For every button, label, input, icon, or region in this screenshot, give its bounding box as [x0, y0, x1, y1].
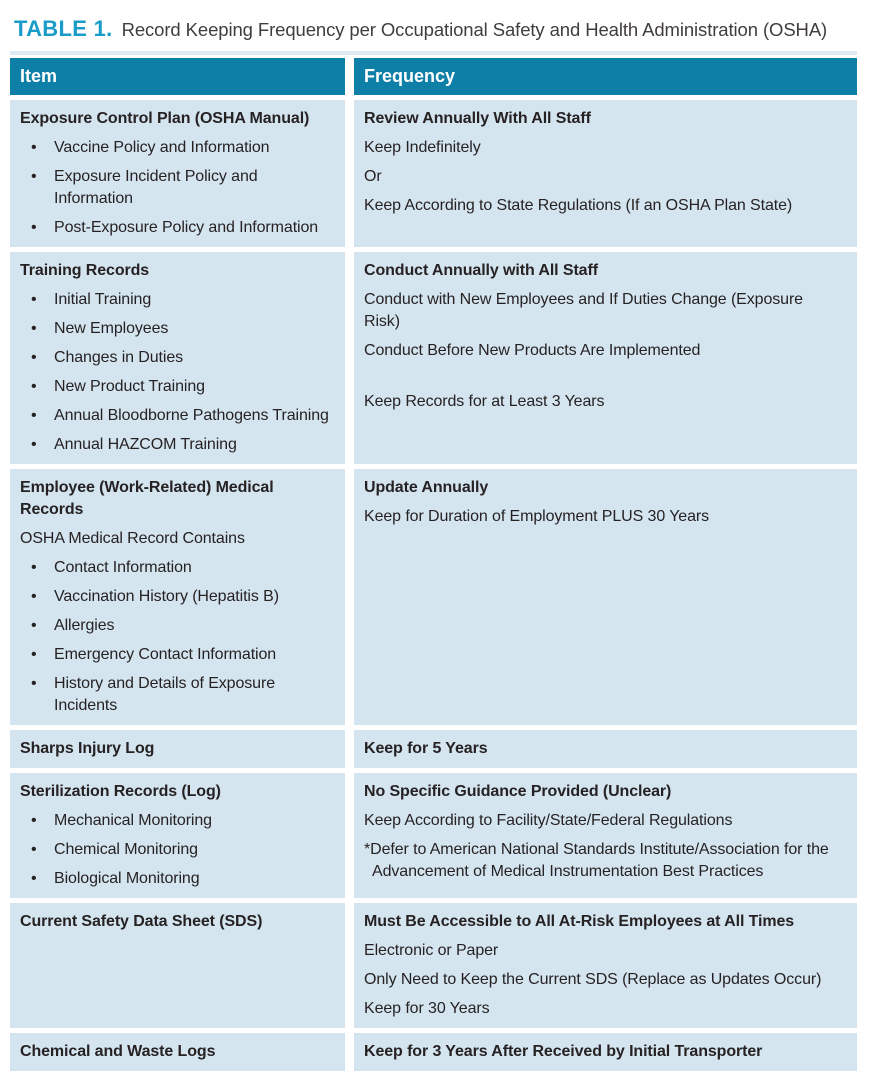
frequency-cell [354, 773, 857, 898]
bullet-item [20, 289, 337, 311]
bullet-icon: • [31, 320, 37, 337]
bullet-item [20, 217, 337, 239]
bullet-item [20, 615, 337, 637]
bullet-icon: • [31, 675, 37, 692]
frequency-cell [354, 469, 857, 725]
bullet-icon: • [31, 870, 37, 887]
table-row [10, 773, 857, 898]
column-header-frequency: Frequency [354, 58, 857, 95]
table-title [14, 16, 857, 42]
bullet-icon: • [31, 219, 37, 236]
frequency-heading: Review Annually With All Staff [364, 110, 591, 127]
bullet-label: Chemical Monitoring [54, 841, 198, 858]
bullet-icon: • [31, 349, 37, 366]
table-top-rule [10, 51, 857, 55]
frequency-heading: Keep for 3 Years After Received by Initial Transporter [364, 1043, 763, 1060]
frequency-text: Keep According to State Regulations (If an OSHA Plan State) [364, 197, 793, 214]
item-heading: Employee (Work-Related) Medical Records [20, 479, 274, 518]
item-heading: Chemical and Waste Logs [20, 1043, 216, 1060]
bullet-label: Annual HAZCOM Training [54, 436, 237, 453]
frequency-cell [354, 252, 857, 464]
frequency-heading: No Specific Guidance Provided (Unclear) [364, 783, 672, 800]
frequency-heading: Update Annually [364, 479, 489, 496]
table-row [10, 469, 857, 725]
item-cell [10, 469, 345, 725]
item-heading: Sharps Injury Log [20, 740, 155, 757]
bullet-item [20, 557, 337, 579]
bullet-label: Annual Bloodborne Pathogens Training [54, 407, 329, 424]
bullet-label: Post-Exposure Policy and Information [54, 219, 319, 236]
bullet-label: Exposure Incident Policy and Information [54, 168, 258, 207]
table-header-row [10, 58, 857, 95]
item-heading: Current Safety Data Sheet (SDS) [20, 913, 263, 930]
bullet-item [20, 673, 337, 717]
item-text: OSHA Medical Record Contains [20, 530, 245, 547]
column-header-item: Item [10, 58, 345, 95]
table-row [10, 903, 857, 1028]
bullet-icon: • [31, 559, 37, 576]
bullet-label: Initial Training [54, 291, 152, 308]
table-caption: Record Keeping Frequency per Occupational Safety and Health Administration (OSHA) [121, 19, 828, 40]
item-heading: Sterilization Records (Log) [20, 783, 221, 800]
bullet-item [20, 347, 337, 369]
bullet-label: Contact Information [54, 559, 192, 576]
item-cell [10, 100, 345, 247]
bullet-item [20, 644, 337, 666]
bullet-label: Mechanical Monitoring [54, 812, 212, 829]
bullet-item [20, 376, 337, 398]
frequency-cell [354, 730, 857, 768]
frequency-cell [354, 100, 857, 247]
frequency-heading: Must Be Accessible to All At-Risk Employees at All Times [364, 913, 795, 930]
bullet-icon: • [31, 291, 37, 308]
bullet-icon: • [31, 588, 37, 605]
item-cell [10, 730, 345, 768]
bullet-icon: • [31, 617, 37, 634]
bullet-item [20, 586, 337, 608]
frequency-text: Or [364, 168, 382, 185]
bullet-icon: • [31, 436, 37, 453]
item-cell [10, 252, 345, 464]
frequency-heading: Keep for 5 Years [364, 740, 488, 757]
frequency-text: Electronic or Paper [364, 942, 499, 959]
bullet-label: New Product Training [54, 378, 205, 395]
table-row [10, 100, 857, 247]
frequency-text: Keep According to Facility/State/Federal Regulations [364, 812, 733, 829]
bullet-label: New Employees [54, 320, 169, 337]
frequency-cell [354, 1033, 857, 1071]
frequency-text: Keep for Duration of Employment PLUS 30 Years [364, 508, 710, 525]
bullet-item [20, 166, 337, 210]
frequency-heading: Conduct Annually with All Staff [364, 262, 598, 279]
bullet-label: Biological Monitoring [54, 870, 200, 887]
bullet-item [20, 839, 337, 861]
bullet-label: Changes in Duties [54, 349, 184, 366]
bullet-label: Vaccine Policy and Information [54, 139, 270, 156]
bullet-label: Vaccination History (Hepatitis B) [54, 588, 279, 605]
item-cell [10, 1033, 345, 1071]
frequency-cell [354, 903, 857, 1028]
bullet-item [20, 405, 337, 427]
item-cell [10, 773, 345, 898]
table-row [10, 730, 857, 768]
bullet-item [20, 318, 337, 340]
bullet-icon: • [31, 812, 37, 829]
frequency-text: Keep Indefinitely [364, 139, 481, 156]
table-row [10, 1033, 857, 1071]
table-row [10, 252, 857, 464]
bullet-icon: • [31, 646, 37, 663]
bullet-label: History and Details of Exposure Incidents [54, 675, 276, 714]
frequency-text: Only Need to Keep the Current SDS (Replace as Updates Occur) [364, 971, 822, 988]
item-heading: Training Records [20, 262, 150, 279]
frequency-text: Conduct Before New Products Are Implemented [364, 342, 701, 359]
bullet-icon: • [31, 378, 37, 395]
bullet-item [20, 137, 337, 159]
table-body [10, 100, 857, 1071]
bullet-item [20, 868, 337, 890]
bullet-icon: • [31, 139, 37, 156]
frequency-text: Conduct with New Employees and If Duties Change (Exposure Risk) [364, 291, 803, 330]
bullet-item [20, 434, 337, 456]
table-number-label: TABLE 1. [14, 16, 113, 41]
bullet-icon: • [31, 841, 37, 858]
item-cell [10, 903, 345, 1028]
frequency-text: *Defer to American National Standards Institute/Association for the Advancement of Medical Instrumentation Best Practices [364, 841, 829, 880]
item-heading: Exposure Control Plan (OSHA Manual) [20, 110, 310, 127]
bullet-label: Allergies [54, 617, 115, 634]
bullet-icon: • [31, 407, 37, 424]
bullet-label: Emergency Contact Information [54, 646, 277, 663]
frequency-text: Keep for 30 Years [364, 1000, 490, 1017]
frequency-text: Keep Records for at Least 3 Years [364, 393, 605, 410]
bullet-item [20, 810, 337, 832]
bullet-icon: • [31, 168, 37, 185]
